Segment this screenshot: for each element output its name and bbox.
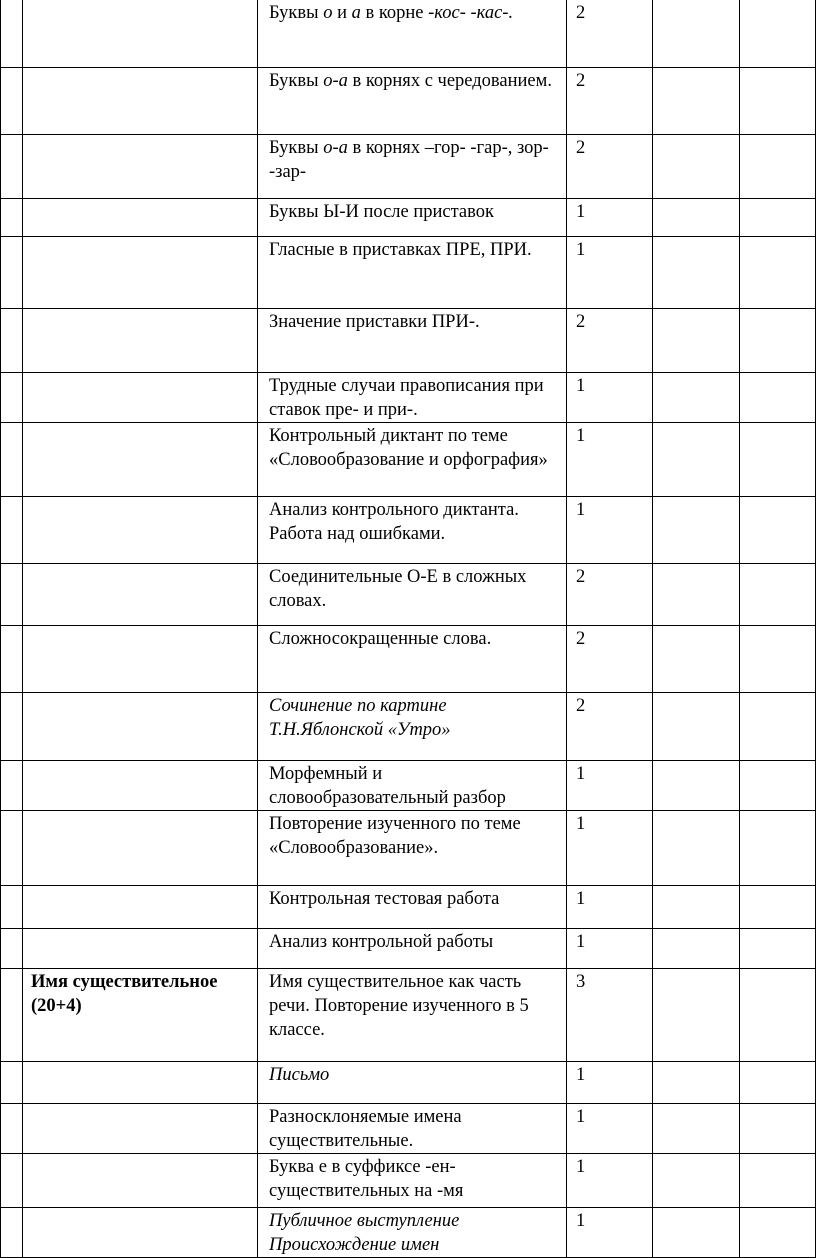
cell-number [1,1103,23,1153]
hours-value: 1 [576,888,586,909]
cell-section [23,496,258,563]
lesson-topic-text [258,135,566,184]
cell-date-fact [740,496,816,563]
cell-hours [567,0,653,67]
lesson-topic-fragment: Письмо [269,1064,330,1085]
cell-hours [567,563,653,625]
lesson-topic-text [258,1062,566,1087]
table-row [1,308,816,372]
hours-value: 1 [576,1106,586,1127]
cell-hours [567,1103,653,1153]
table-row [1,198,816,236]
cell-hours [567,928,653,968]
cell-number [1,885,23,928]
cell-date-fact [740,760,816,810]
cell-date-plan [653,1153,740,1207]
cell-number [1,496,23,563]
cell-date-plan [653,198,740,236]
cell-section [23,67,258,134]
cell-date-fact [740,968,816,1061]
cell-date-fact [740,692,816,760]
cell-section [23,372,258,422]
lesson-topic-text [258,626,566,651]
table-row [1,1061,816,1103]
lesson-topic-fragment: Буквы [269,3,324,23]
lesson-topic-fragment: Значение приставки ПРИ-. [269,311,480,332]
table-row [1,134,816,198]
cell-section [23,1103,258,1153]
lesson-topic-text [258,693,566,742]
cell-date-plan [653,422,740,496]
lesson-topic-text [258,564,566,613]
cell-date-fact [740,625,816,692]
cell-lesson-topic [258,236,567,308]
lesson-topic-text [258,969,566,1042]
cell-lesson-topic [258,372,567,422]
lesson-topic-fragment: Морфемный и словообразовательный разбор [269,763,506,808]
lesson-topic-text [258,373,566,422]
cell-lesson-topic [258,0,567,67]
hours-value: 1 [576,763,586,784]
cell-number [1,372,23,422]
cell-number [1,563,23,625]
cell-hours [567,67,653,134]
cell-hours [567,198,653,236]
table-row [1,625,816,692]
cell-section [23,308,258,372]
hours-value: 1 [576,425,586,446]
table-row [1,1153,816,1207]
lesson-topic-fragment: и [332,3,352,23]
hours-value: 2 [576,311,586,332]
hours-value: 1 [576,499,586,520]
cell-number [1,928,23,968]
hours-value: 1 [576,1064,586,1085]
table-row [1,496,816,563]
section-title [23,1154,257,1155]
cell-lesson-topic [258,692,567,760]
cell-date-fact [740,236,816,308]
lesson-topic-text [258,886,566,911]
cell-date-plan [653,810,740,885]
cell-number [1,308,23,372]
cell-lesson-topic [258,625,567,692]
lesson-topic-text [258,1208,566,1257]
cell-section [23,422,258,496]
table-row [1,810,816,885]
cell-date-plan [653,236,740,308]
lesson-topic-text [258,1154,566,1203]
cell-number [1,1061,23,1103]
section-title [23,497,257,498]
lesson-topic-fragment: Гласные в приставках ПРЕ, ПРИ. [269,239,532,260]
cell-lesson-topic [258,563,567,625]
cell-number [1,625,23,692]
lesson-topic-fragment: Буква е в суффиксе -ен- существительных на -мя [269,1156,464,1201]
hours-value: 2 [576,695,586,716]
hours-value: 1 [576,813,586,834]
cell-number [1,236,23,308]
section-title [23,1062,257,1063]
lesson-topic-text [258,237,566,262]
cell-date-plan [653,308,740,372]
lesson-topic-fragment: Повторение изученного по теме «Словообразование». [269,813,521,858]
cell-section [23,1061,258,1103]
cell-section [23,928,258,968]
cell-number [1,760,23,810]
table-row [1,1103,816,1153]
cell-date-plan [653,1207,740,1257]
section-title [23,811,257,812]
lesson-topic-fragment: в корне [360,3,429,23]
hours-value: 2 [576,70,586,91]
lesson-topic-fragment: Сочинение по картине Т.Н.Яблонской «Утро» [269,695,451,740]
table-row [1,968,816,1061]
hours-value: 1 [576,931,586,952]
lesson-topic-fragment: Сложносокращенные слова. [269,628,492,649]
cell-date-plan [653,496,740,563]
cell-lesson-topic [258,810,567,885]
section-title [23,626,257,627]
lesson-topic-fragment: Контрольный диктант по теме «Словообразование и орфография» [269,425,548,470]
cell-date-plan [653,968,740,1061]
cell-lesson-topic [258,134,567,198]
cell-hours [567,1061,653,1103]
cell-number [1,692,23,760]
cell-hours [567,422,653,496]
cell-date-plan [653,1061,740,1103]
cell-hours [567,885,653,928]
lesson-topic-fragment: в корнях с чередованием. [347,70,552,91]
cell-section [23,1153,258,1207]
lesson-topic-fragment: о [323,3,333,23]
cell-lesson-topic [258,1061,567,1103]
lesson-topic-fragment: Буквы [269,137,324,158]
section-title [23,929,257,930]
section-title [23,237,257,238]
lesson-topic-fragment: Анализ контрольной работы [269,931,494,952]
cell-date-plan [653,625,740,692]
table-row [1,67,816,134]
cell-section [23,760,258,810]
lesson-topic-fragment: Соединительные О-Е в сложных словах. [269,566,527,611]
cell-date-fact [740,422,816,496]
table-row [1,692,816,760]
lesson-topic-text [258,199,566,224]
cell-number [1,1153,23,1207]
cell-hours [567,372,653,422]
lesson-topic-fragment: -кос- -кас-. [428,3,514,23]
cell-hours [567,692,653,760]
cell-section [23,134,258,198]
cell-date-plan [653,134,740,198]
cell-lesson-topic [258,198,567,236]
hours-value: 2 [576,3,586,23]
hours-value: 2 [576,566,586,587]
cell-lesson-topic [258,496,567,563]
cell-number [1,810,23,885]
hours-value: 2 [576,628,586,649]
cell-date-fact [740,928,816,968]
section-title [23,0,257,1]
lesson-topic-text [258,68,566,93]
lesson-topic-text [258,811,566,860]
lesson-topic-fragment: о-а [323,70,348,91]
cell-number [1,1207,23,1257]
lesson-topic-fragment: Буквы Ы-И после приставок [269,201,494,222]
section-title [23,693,257,694]
lesson-topic-fragment: в корнях –гор- -гар-, зор- -зар- [269,137,549,182]
lesson-topic-fragment: а [351,3,361,23]
table-row [1,760,816,810]
cell-hours [567,134,653,198]
lesson-topic-fragment: Разносклоняемые имена существительные. [269,1106,462,1151]
cell-lesson-topic [258,968,567,1061]
cell-section [23,968,258,1061]
table-row [1,885,816,928]
cell-date-fact [740,198,816,236]
section-title [23,1208,257,1209]
cell-date-fact [740,372,816,422]
cell-number [1,198,23,236]
hours-value: 1 [576,1210,586,1231]
cell-hours [567,496,653,563]
cell-date-plan [653,67,740,134]
cell-section [23,563,258,625]
cell-hours [567,810,653,885]
cell-section [23,692,258,760]
cell-section [23,810,258,885]
cell-date-plan [653,1103,740,1153]
table-row [1,422,816,496]
cell-date-fact [740,563,816,625]
cell-date-fact [740,1061,816,1103]
cell-lesson-topic [258,760,567,810]
section-title [23,309,257,310]
section-title [23,564,257,565]
cell-hours [567,1153,653,1207]
cell-number [1,422,23,496]
table-row [1,0,816,67]
cell-date-fact [740,1103,816,1153]
lesson-topic-text [258,497,566,546]
section-title [23,886,257,887]
cell-date-fact [740,0,816,67]
cell-hours [567,236,653,308]
cell-section [23,885,258,928]
cell-date-fact [740,308,816,372]
lesson-topic-fragment: Имя существительное как часть речи. Повторение изученного в 5 классе. [269,971,529,1040]
cell-date-fact [740,67,816,134]
table-row [1,1207,816,1257]
cell-date-plan [653,372,740,422]
lesson-topic-text [258,1104,566,1153]
lesson-topic-text [258,761,566,810]
cell-lesson-topic [258,1207,567,1257]
hours-value: 3 [576,971,586,992]
cell-lesson-topic [258,422,567,496]
cell-hours [567,625,653,692]
cell-section [23,236,258,308]
section-title [23,761,257,762]
cell-date-fact [740,1207,816,1257]
lesson-topic-fragment: Публичное выступление Происхождение имен [269,1210,460,1255]
cell-date-plan [653,928,740,968]
hours-value: 1 [576,1156,586,1177]
lesson-topic-fragment: Буквы [269,70,324,91]
cell-date-plan [653,0,740,67]
table-row [1,563,816,625]
cell-hours [567,308,653,372]
cell-date-plan [653,885,740,928]
hours-value: 1 [576,375,586,396]
table-row [1,372,816,422]
lesson-topic-text [258,423,566,472]
cell-section [23,0,258,67]
cell-date-plan [653,563,740,625]
table-row [1,928,816,968]
section-title [23,199,257,200]
cell-hours [567,1207,653,1257]
cell-lesson-topic [258,885,567,928]
cell-lesson-topic [258,67,567,134]
section-title: Имя существительное (20+4) [31,971,218,1016]
lesson-topic-fragment: Контрольная тестовая работа [269,888,500,909]
lesson-topic-text [258,929,566,954]
cell-lesson-topic [258,1153,567,1207]
cell-section [23,198,258,236]
cell-date-fact [740,885,816,928]
lesson-topic-text [258,0,566,25]
hours-value: 2 [576,137,586,158]
lesson-topic-text [258,309,566,334]
hours-value: 1 [576,239,586,260]
cell-lesson-topic [258,928,567,968]
section-title [23,68,257,69]
cell-number [1,968,23,1061]
section-title [23,373,257,374]
cell-hours [567,968,653,1061]
cell-section [23,625,258,692]
cell-date-plan [653,760,740,810]
section-title [23,423,257,424]
section-title [23,135,257,136]
section-title [23,1104,257,1105]
lesson-topic-fragment: Трудные случаи правописания при ставок пре- и при-. [269,375,544,420]
cell-date-plan [653,692,740,760]
cell-date-fact [740,1153,816,1207]
cell-hours [567,760,653,810]
hours-value: 1 [576,201,586,222]
cell-lesson-topic [258,308,567,372]
cell-date-fact [740,810,816,885]
table-row [1,236,816,308]
cell-number [1,67,23,134]
lesson-topic-fragment: Анализ контрольного диктанта. Работа над ошибками. [269,499,519,544]
cell-date-fact [740,134,816,198]
cell-lesson-topic [258,1103,567,1153]
cell-number [1,0,23,67]
lesson-topic-fragment: о-а [323,137,348,158]
cell-number [1,134,23,198]
cell-section [23,1207,258,1257]
